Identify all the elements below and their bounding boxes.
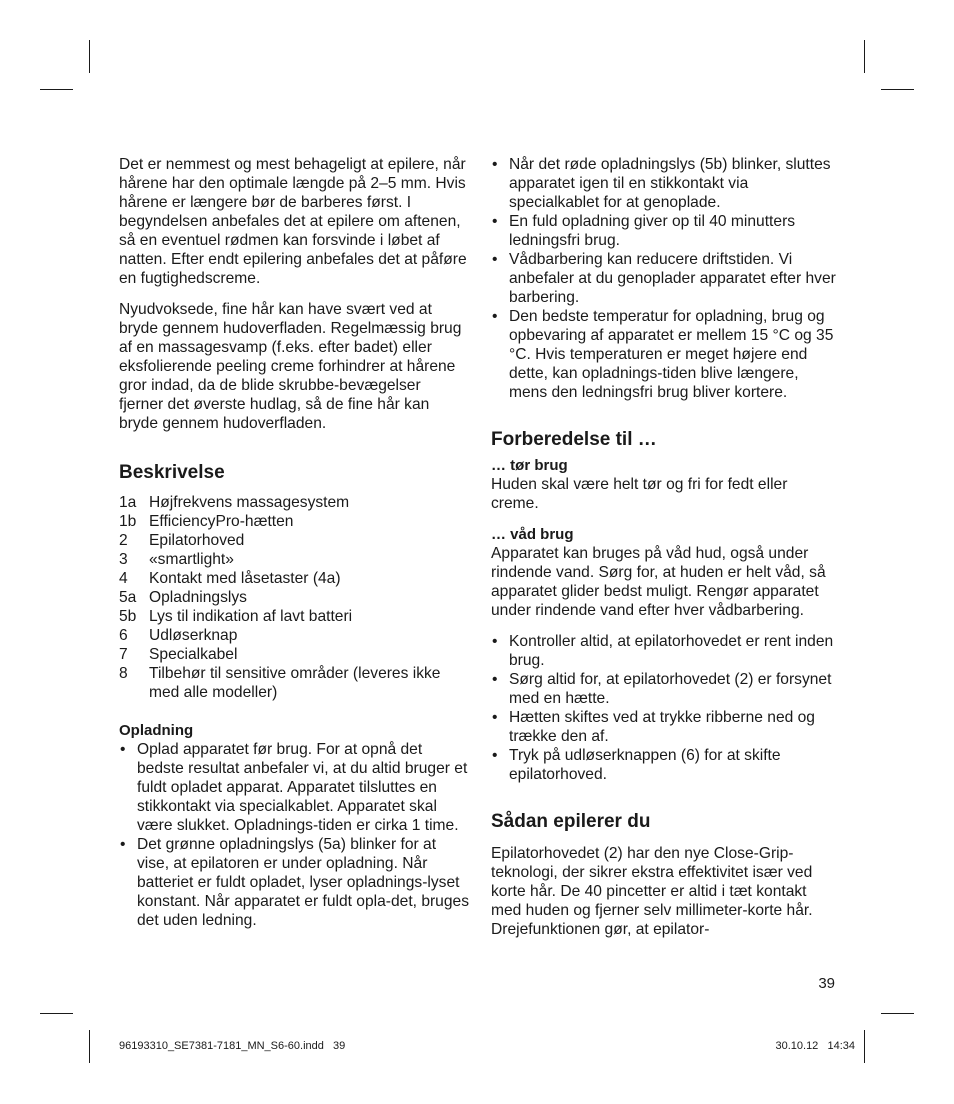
list-item (119, 550, 469, 569)
item-number: 8 (119, 665, 128, 682)
dry-use-heading: … tør brug (491, 457, 568, 474)
item-text: EfficiencyPro-hætten (149, 513, 294, 530)
list-item: • En fuld opladning giver op til 40 minutters ledningsfri brug. (491, 212, 839, 250)
list-item: • Når det røde opladningslys (5b) blinker, sluttes apparatet igen til en stikkontakt via specialkablet for at genoplade. (491, 155, 839, 212)
item-text: Udløserknap (149, 627, 238, 644)
howto-text: Epilatorhovedet (2) har den nye Close-Grip-teknologi, der sikrer ekstra effektivitet især ved korte hår. De 40 pincetter er altid i tæt kontakt med huden og fjerner selv millimeter-korte hår. Drejefunktionen gør, at epilator- (491, 845, 813, 938)
wet-use-text: Apparatet kan bruges på våd hud, også under rindende vand. Sørg for, at huden er helt våd, så apparatet glider bedst muligt. Rengør apparatet under rindende vand efter hver vådbarbering. (491, 545, 826, 619)
item-text: «smartlight» (149, 551, 234, 568)
item-text: Lys til indikation af lavt batteri (149, 608, 353, 625)
item-number: 7 (119, 646, 128, 663)
crop-mark (864, 40, 865, 73)
item-number: 1b (119, 513, 137, 530)
intro-paragraph: Det er nemmest og mest behageligt at epilere, når hårene har den optimale længde på 2–5 mm. Hvis hårene er længere bør de barberes først. I begyndelsen anbefales det at epilere om aftenen, så en eventuel rødmen kan forsvinde i løbet af natten. Efter endt epilering anbefales det at påføre en fugtighedscreme. (119, 156, 467, 287)
howto-heading: Sådan epilerer du (491, 811, 651, 832)
list-item: • Det grønne opladningslys (5a) blinker for at vise, at epilatoren er under opladning. Når batteriet er fuldt opladet, lyser opladnings-lyset konstant. Når apparatet er fuldt opla-det, bruges det uden ledning. (119, 835, 469, 930)
prep-list (491, 632, 839, 784)
charging-heading: Opladning (119, 722, 194, 739)
right-column (491, 155, 839, 939)
list-item (119, 588, 469, 607)
footer-file-info: 96193310_SE7381-7181_MN_S6-60.indd 39 (119, 1040, 346, 1052)
list-item: • Sørg altid for, at epilatorhovedet (2) er forsynet med en hætte. (491, 670, 839, 708)
list-item (119, 512, 469, 531)
crop-mark (864, 1030, 865, 1063)
item-text: Specialkabel (149, 646, 238, 663)
item-number: 2 (119, 532, 128, 549)
item-number: 4 (119, 570, 128, 587)
list-item (119, 493, 469, 512)
wet-use-heading: … våd brug (491, 526, 574, 543)
list-item (119, 607, 469, 626)
item-text: Kontakt med låsetaster (4a) (149, 570, 341, 587)
item-text: Højfrekvens massagesystem (149, 494, 350, 511)
charging-list (119, 740, 469, 930)
charging-list-continued (491, 155, 839, 402)
item-number: 6 (119, 627, 128, 644)
page-number: 39 (818, 975, 835, 992)
item-text: Tilbehør til sensitive områder (leveres ikke med alle modeller) (149, 665, 441, 701)
footer-datetime: 30.10.12 14:34 (775, 1040, 855, 1052)
crop-mark (881, 89, 914, 90)
list-item (119, 531, 469, 550)
list-item (119, 664, 469, 702)
item-text: Epilatorhoved (149, 532, 245, 549)
list-item: • Tryk på udløserknappen (6) for at skifte epilatorhoved. (491, 746, 839, 784)
list-item: • Kontroller altid, at epilatorhovedet er rent inden brug. (491, 632, 839, 670)
crop-mark (881, 1013, 914, 1014)
crop-mark (89, 40, 90, 73)
crop-mark (89, 1030, 90, 1063)
item-number: 1a (119, 494, 137, 511)
item-number: 5b (119, 608, 137, 625)
list-item: • Hætten skiftes ved at trykke ribberne ned og trække den af. (491, 708, 839, 746)
list-item (119, 645, 469, 664)
list-item (119, 569, 469, 588)
left-column (119, 155, 469, 930)
list-item: • Den bedste temperatur for opladning, brug og opbevaring af apparatet er mellem 15 °C og 35 °C. Hvis temperaturen er meget højere end dette, kan opladnings-tiden blive længere, mens den ledningsfri brug bliver kortere. (491, 307, 839, 402)
item-number: 5a (119, 589, 137, 606)
dry-use-text: Huden skal være helt tør og fri for fedt eller creme. (491, 476, 788, 512)
prep-heading: Forberedelse til … (491, 429, 657, 450)
item-text: Opladningslys (149, 589, 247, 606)
item-number: 3 (119, 551, 128, 568)
description-heading: Beskrivelse (119, 462, 225, 483)
description-list (119, 493, 469, 702)
list-item (119, 626, 469, 645)
intro-paragraph: Nyudvoksede, fine hår kan have svært ved at bryde gennem hudoverfladen. Regelmæssig brug af en massagesvamp (f.eks. efter badet) eller eksfolierende peeling creme forhindrer at hårene gror indad, da de blide skrubbe-bevægelser fjerner det øverste hudlag, så de fine hår kan bryde gennem hudoverfladen. (119, 301, 462, 432)
list-item: • Vådbarbering kan reducere driftstiden. Vi anbefaler at du genoplader apparatet efter hver barbering. (491, 250, 839, 307)
crop-mark (40, 89, 73, 90)
crop-mark (40, 1013, 73, 1014)
list-item: • Oplad apparatet før brug. For at opnå det bedste resultat anbefaler vi, at du altid bruger et fuldt opladet apparat. Apparatet tilsluttes en stikkontakt via specialkablet. Apparatet skal være slukket. Opladnings-tiden er cirka 1 time. (119, 740, 469, 835)
